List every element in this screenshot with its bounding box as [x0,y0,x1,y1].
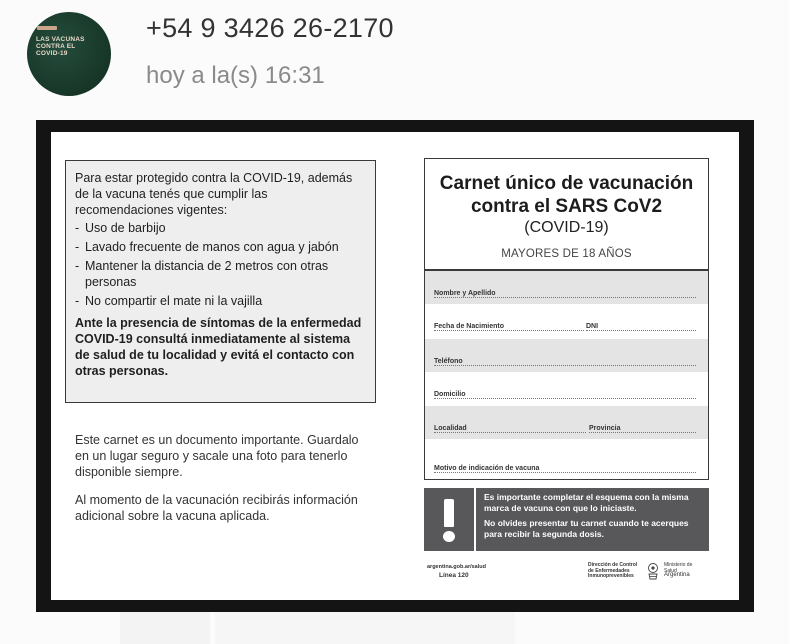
recommendations-list [75,220,367,309]
avatar[interactable] [27,12,111,96]
footer-direccion: Dirección de Control de Enfermedades Inmunoprevenibles [588,562,638,579]
avatar-text: LAS VACUNAS CONTRA EL COVID-19 [36,36,85,57]
banner-text [484,492,704,544]
telefono-field: Teléfono [434,358,696,366]
footer-ministerio: Ministerio de Salud [664,562,693,574]
background-shape [215,612,515,644]
background-shape [120,612,210,644]
exclamation-icon [424,488,476,551]
attached-photo[interactable] [36,120,754,612]
list-item: - Mantener la distancia de 2 metros con otras personas [75,259,329,289]
localidad-field: Localidad [434,425,586,433]
form-row [425,406,708,439]
form-row [425,304,708,337]
carnet-title: Carnet único de vacunación contra el SARS CoV2 [439,173,694,217]
form-row [425,443,708,479]
national-seal-icon [646,562,660,580]
carnet-form [424,158,709,480]
list-item: - Uso de barbijo [75,221,166,235]
vaccination-card [51,132,739,600]
symptoms-warning: Ante la presencia de síntomas de la enfermedad COVID-19 consultá inmediatamente al sistema de salud de tu localidad y evitá el contacto con otras personas. [75,316,362,378]
message-timestamp: hoy a la(s) 16:31 [146,62,325,89]
motivo-field: Motivo de indicación de vacuna [434,465,696,473]
carnet-subtitle: (COVID-19) [524,219,609,236]
recommendations-box [65,160,376,403]
footer-argentina: Argentina [664,572,690,578]
provincia-field: Provincia [589,425,696,433]
form-row [425,339,708,372]
fecha-nacimiento-field: Fecha de Nacimiento [434,323,584,331]
footer-phone-line: Línea 120 [439,572,469,579]
footer-website: argentina.gob.ar/salud [427,564,486,570]
reminder-banner [424,488,709,551]
recommendations-intro: Para estar protegido contra la COVID-19, además de la vacuna tenés que cumplir las recomendaciones vigentes: [75,171,353,217]
carnet-age-label: MAYORES DE 18 AÑOS [501,248,632,260]
form-row [425,372,708,405]
banner-text-schema: Es importante completar el esquema con la misma marca de vacuna con que lo iniciaste. [484,492,689,513]
sender-name[interactable]: +54 9 3426 26-2170 [146,13,394,43]
additional-info-note: Al momento de la vacunación recibirás información adicional sobre la vacuna aplicada. [75,493,358,523]
form-row [425,271,708,304]
dni-field: DNI [586,323,696,331]
domicilio-field: Domicilio [434,391,696,399]
banner-text-second-dose: No olvides presentar tu carnet cuando te acerques para recibir la segunda dosis. [484,518,689,539]
list-item: - No compartir el mate ni la vajilla [75,294,263,308]
nombre-field: Nombre y Apellido [434,290,696,298]
message-header [0,0,789,110]
important-document-note: Este carnet es un documento importante. Guardalo en un lugar seguro y sacale una foto para tenerlo disponible siempre. [75,433,359,479]
avatar-logo-mark [37,26,57,30]
list-item: - Lavado frecuente de manos con agua y jabón [75,240,339,254]
